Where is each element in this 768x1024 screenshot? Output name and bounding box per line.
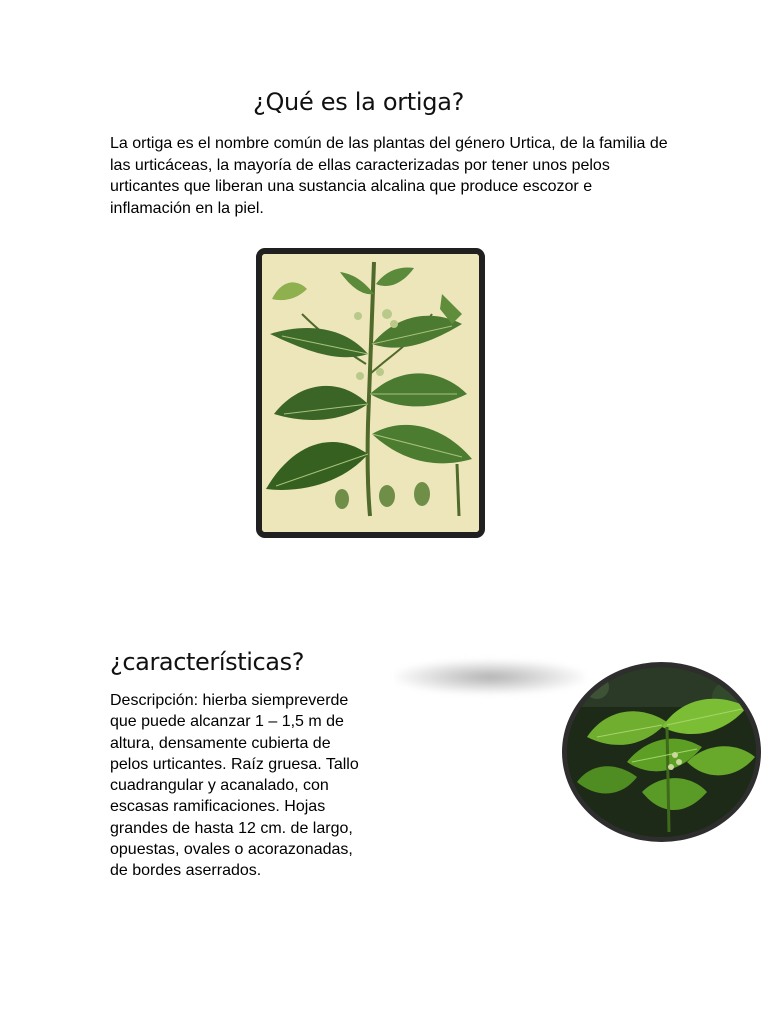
- section-title-characteristics: ¿características?: [110, 648, 305, 676]
- nettle-photo-drawing: [567, 667, 756, 837]
- section-title-what-is-nettle: ¿Qué es la ortiga?: [253, 88, 465, 116]
- nettle-photo-image: [562, 662, 761, 842]
- intro-paragraph: La ortiga es el nombre común de las plantas del género Urtica, de la familia de las urticáceas, la mayoría de ellas caracterizadas por tener unos pelos urticantes que liberan una sustancia alcalina que produce escozor e inflamación en la piel.: [110, 135, 668, 217]
- decorative-shadow: [395, 660, 585, 694]
- botanical-illustration-image: [256, 248, 485, 538]
- description-paragraph: Descripción: hierba siempreverde que puede alcanzar 1 – 1,5 m de altura, densamente cubierta de pelos urticantes. Raíz gruesa. Tallo cuadrangular y acanalado, con escasas ramificaciones. Hojas grandes de hasta 12 cm. de largo, opuestas, ovales o acorazonadas, de bordes aserrados.: [110, 692, 359, 880]
- nettle-drawing: [262, 254, 479, 532]
